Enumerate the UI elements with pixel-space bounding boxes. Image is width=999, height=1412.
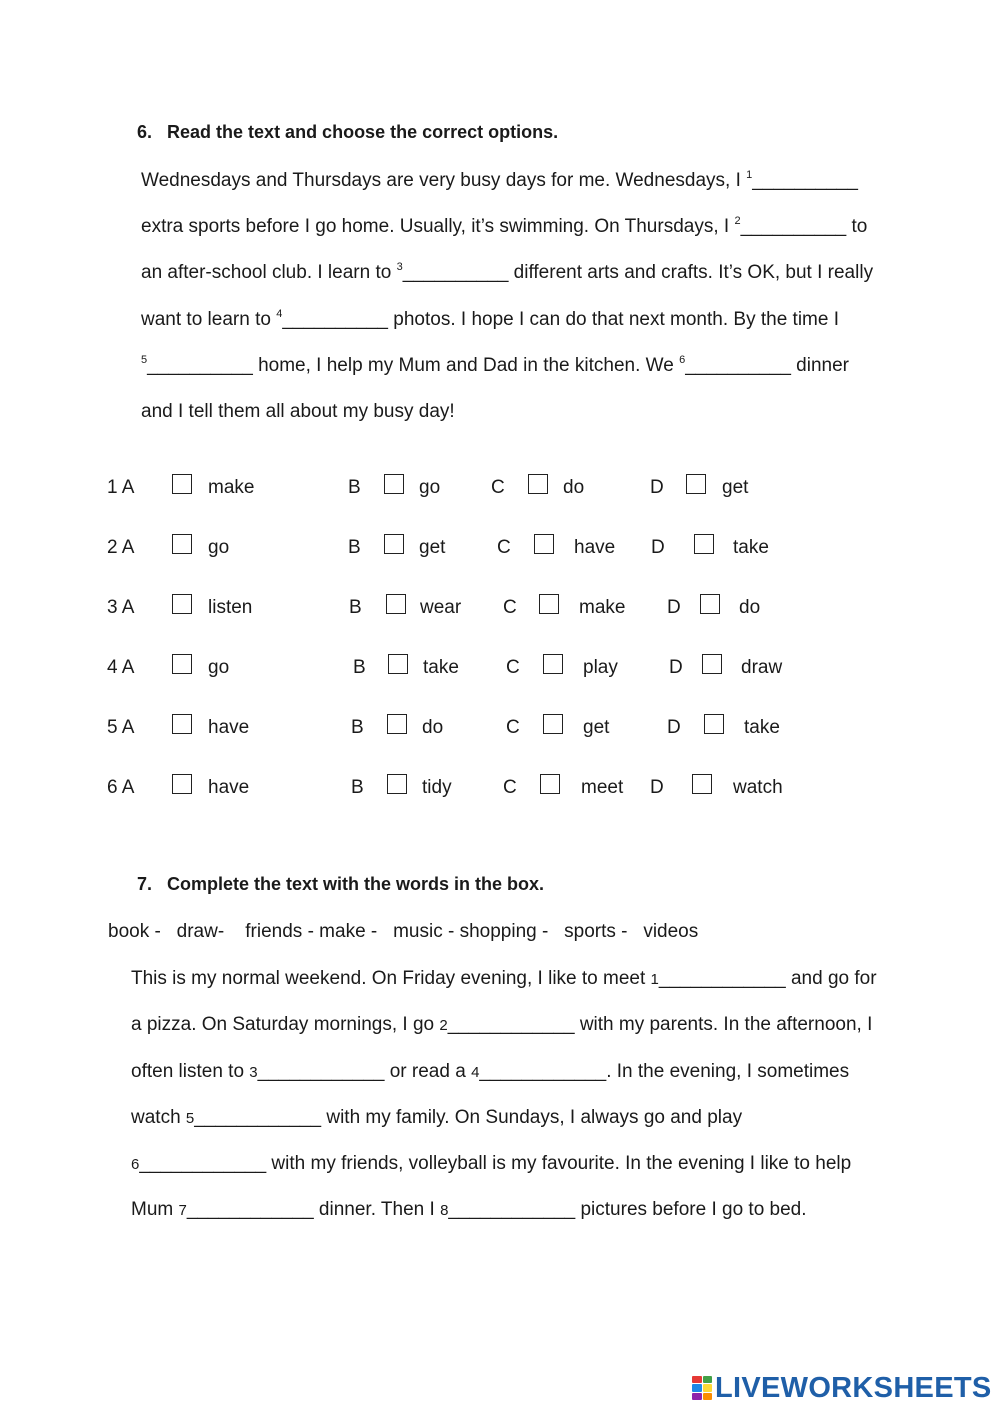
checkbox-1b[interactable] [384, 474, 404, 494]
s6-line-1: Wednesdays and Thursdays are very busy days for me. Wednesdays, I $^1$__________ [141, 169, 858, 191]
logo-text: LIVEWORKSHEETS [715, 1371, 992, 1404]
s7-line-2: a pizza. On Saturday mornings, I go 2____________ with my parents. In the afternoon, I [131, 1014, 873, 1035]
option-row-5: 5 A have B do C get D take [0, 717, 999, 747]
checkbox-4d[interactable] [702, 654, 722, 674]
checkbox-6c[interactable] [540, 774, 560, 794]
checkbox-2b[interactable] [384, 534, 404, 554]
option-row-2: 2 A go B get C have D take [0, 537, 999, 567]
checkbox-1d[interactable] [686, 474, 706, 494]
checkbox-3a[interactable] [172, 594, 192, 614]
liveworksheets-mark-icon [692, 1376, 712, 1400]
s6-line-5: $^5$__________ home, I help my Mum and Dad in the kitchen. We $^6$__________ dinner [141, 354, 849, 376]
option-row-3: 3 A listen B wear C make D do [0, 597, 999, 627]
checkbox-2d[interactable] [694, 534, 714, 554]
checkbox-6b[interactable] [387, 774, 407, 794]
checkbox-1a[interactable] [172, 474, 192, 494]
option-row-1: 1 A make B go C do D get [0, 477, 999, 507]
checkbox-3c[interactable] [539, 594, 559, 614]
checkbox-5c[interactable] [543, 714, 563, 734]
checkbox-1c[interactable] [528, 474, 548, 494]
s7-line-5: 6____________ with my friends, volleyball is my favourite. In the evening I like to help [131, 1153, 852, 1174]
liveworksheets-logo [692, 1371, 992, 1404]
checkbox-4b[interactable] [388, 654, 408, 674]
checkbox-5a[interactable] [172, 714, 192, 734]
s6-line-3: an after-school club. I learn to $^3$__________ different arts and crafts. It’s OK, but I really [141, 261, 874, 283]
checkbox-2c[interactable] [534, 534, 554, 554]
checkbox-4c[interactable] [543, 654, 563, 674]
section-7-title: Complete the text with the words in the box. [167, 874, 545, 894]
s6-line-6: and I tell them all about my busy day! [141, 401, 455, 422]
checkbox-4a[interactable] [172, 654, 192, 674]
checkbox-6d[interactable] [692, 774, 712, 794]
s7-line-3: often listen to 3____________ or read a 4____________. In the evening, I sometimes [131, 1061, 850, 1082]
section-6-heading [137, 122, 558, 143]
word-box: book - draw- friends - make - music - shopping - sports - videos [108, 921, 699, 942]
s6-line-4: want to learn to $^4$__________ photos. I hope I can do that next month. By the time I [141, 308, 839, 330]
s7-line-6: Mum 7____________ dinner. Then I 8____________ pictures before I go to bed. [131, 1199, 807, 1220]
s7-line-4: watch 5____________ with my family. On Sundays, I always go and play [131, 1107, 743, 1128]
s7-line-1: This is my normal weekend. On Friday evening, I like to meet 1____________ and go for [131, 968, 877, 989]
checkbox-3b[interactable] [386, 594, 406, 614]
checkbox-6a[interactable] [172, 774, 192, 794]
option-row-6: 6 A have B tidy C meet D watch [0, 777, 999, 807]
checkbox-3d[interactable] [700, 594, 720, 614]
option-row-4: 4 A go B take C play D draw [0, 657, 999, 687]
checkbox-2a[interactable] [172, 534, 192, 554]
s6-line-2: extra sports before I go home. Usually, it’s swimming. On Thursdays, I $^2$__________ to [141, 215, 868, 237]
section-6-number: 6. [137, 122, 153, 142]
checkbox-5d[interactable] [704, 714, 724, 734]
section-6-title: Read the text and choose the correct options. [167, 122, 559, 142]
section-7-number: 7. [137, 874, 153, 894]
section-7-heading [137, 874, 544, 895]
checkbox-5b[interactable] [387, 714, 407, 734]
